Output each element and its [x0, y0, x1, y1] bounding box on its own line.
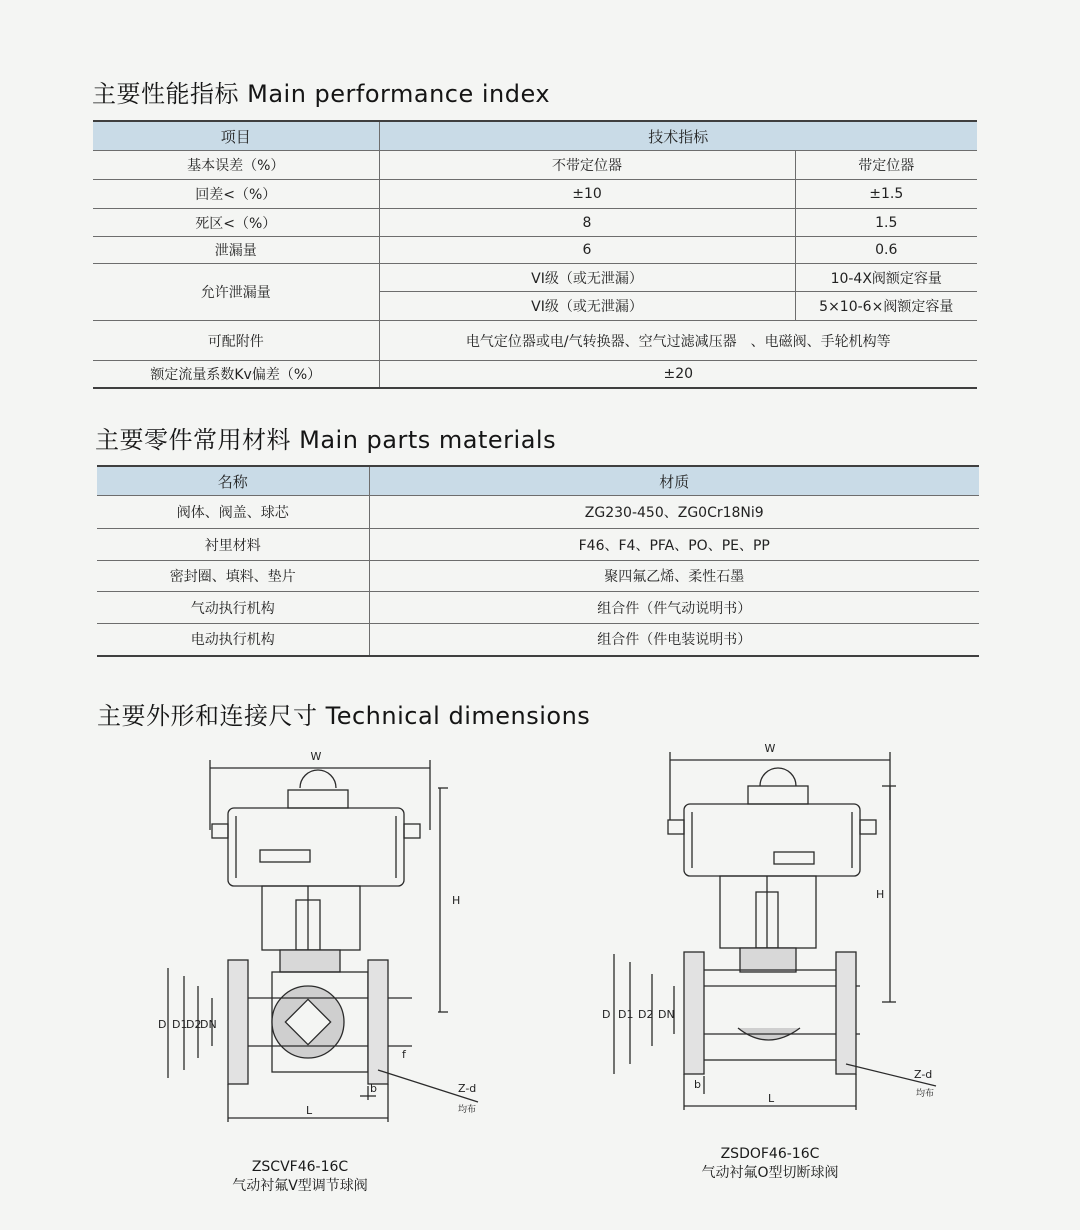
- left-drawing-caption: [200, 1158, 400, 1196]
- dim-d: D: [158, 1018, 167, 1031]
- cell-value: 0.6: [795, 237, 977, 264]
- dim-f: f: [402, 1048, 406, 1061]
- dim-zd: Z-d: [914, 1068, 933, 1081]
- left-model-code: ZSCVF46-16C: [251, 1159, 349, 1175]
- row-label: 泄漏量: [93, 237, 379, 264]
- table-row: [93, 264, 977, 292]
- dim-l: L: [768, 1092, 775, 1105]
- performance-header-row: [93, 121, 977, 151]
- row-label: 基本误差（%）: [93, 151, 379, 180]
- performance-title: 主要性能指标 Main performance index: [92, 80, 551, 108]
- cell-value: 带定位器: [795, 151, 977, 180]
- cell-value: 8: [379, 209, 795, 237]
- table-row: [97, 592, 979, 624]
- cell-value: 电气定位器或电/气转换器、空气过滤减压器 、电磁阀、手轮机构等: [379, 321, 977, 361]
- right-model-name: 气动衬氟O型切断球阀: [701, 1165, 839, 1181]
- header-item: 项目: [93, 121, 379, 151]
- table-row: [93, 180, 977, 209]
- table-row: [93, 237, 977, 264]
- cell-value: 不带定位器: [379, 151, 795, 180]
- materials-header-row: [97, 466, 979, 496]
- dim-b: b: [694, 1078, 701, 1091]
- performance-table: [93, 120, 977, 389]
- cell-value: ±10: [379, 180, 795, 209]
- header-spec: 技术指标: [379, 121, 977, 151]
- part-material: F46、F4、PFA、PO、PE、PP: [369, 529, 979, 561]
- part-name: 电动执行机构: [97, 624, 369, 656]
- header-material: 材质: [369, 466, 979, 496]
- dim-d: D: [602, 1008, 611, 1021]
- part-name: 衬里材料: [97, 529, 369, 561]
- materials-title: 主要零件常用材料 Main parts materials: [95, 426, 557, 454]
- cell-value: ±1.5: [795, 180, 977, 209]
- cell-value: VI级（或无泄漏）: [379, 292, 795, 321]
- part-material: 组合件（件气动说明书）: [369, 592, 979, 624]
- cell-value: 5×10-6×阀额定容量: [795, 292, 977, 321]
- part-material: 聚四氟乙烯、柔性石墨: [369, 561, 979, 592]
- part-name: 密封圈、填料、垫片: [97, 561, 369, 592]
- dim-l: L: [306, 1104, 313, 1117]
- table-row: [97, 496, 979, 529]
- table-row: [97, 529, 979, 561]
- dim-dn: DN: [200, 1018, 217, 1031]
- right-drawing-caption: [670, 1145, 870, 1183]
- cell-value: 6: [379, 237, 795, 264]
- table-row: [93, 209, 977, 237]
- dim-zd: Z-d: [458, 1082, 477, 1095]
- table-row: [97, 624, 979, 656]
- dim-b: b: [370, 1082, 377, 1095]
- part-material: 组合件（件电装说明书）: [369, 624, 979, 656]
- dim-w: W: [310, 750, 322, 763]
- dim-w: W: [764, 742, 776, 755]
- cell-value: 1.5: [795, 209, 977, 237]
- materials-table: [97, 465, 979, 657]
- dim-h: H: [876, 888, 885, 901]
- dim-d2: D2: [638, 1008, 654, 1021]
- row-label: 允许泄漏量: [93, 264, 379, 321]
- row-label: 额定流量系数Kv偏差（%）: [93, 361, 379, 388]
- cell-value: 10-4X阀额定容量: [795, 264, 977, 292]
- row-label: 死区<（%）: [93, 209, 379, 237]
- o-type-ball-valve-drawing: [590, 734, 950, 1124]
- dim-h: H: [452, 894, 461, 907]
- row-label: 回差<（%）: [93, 180, 379, 209]
- table-row: [93, 361, 977, 388]
- dim-dn: DN: [658, 1008, 675, 1021]
- part-name: 气动执行机构: [97, 592, 369, 624]
- dim-d2: D2: [186, 1018, 202, 1031]
- dim-d1: D1: [618, 1008, 634, 1021]
- table-row: [93, 151, 977, 180]
- cell-value: ±20: [379, 361, 977, 388]
- table-row: [97, 561, 979, 592]
- dim-uniform: 均布: [916, 1089, 935, 1099]
- dim-d1: D1: [172, 1018, 188, 1031]
- right-model-code: ZSDOF46-16C: [720, 1146, 820, 1162]
- part-name: 阀体、阀盖、球芯: [97, 496, 369, 529]
- cell-value: VI级（或无泄漏）: [379, 264, 795, 292]
- dim-uniform: 均布: [458, 1105, 477, 1115]
- left-model-name: 气动衬氟V型调节球阀: [232, 1178, 368, 1194]
- part-material: ZG230-450、ZG0Cr18Ni9: [369, 496, 979, 529]
- row-label: 可配附件: [93, 321, 379, 361]
- table-row: [93, 321, 977, 361]
- dimensions-title: 主要外形和连接尺寸 Technical dimensions: [97, 702, 591, 730]
- v-type-ball-valve-drawing: [140, 740, 490, 1140]
- header-name: 名称: [97, 466, 369, 496]
